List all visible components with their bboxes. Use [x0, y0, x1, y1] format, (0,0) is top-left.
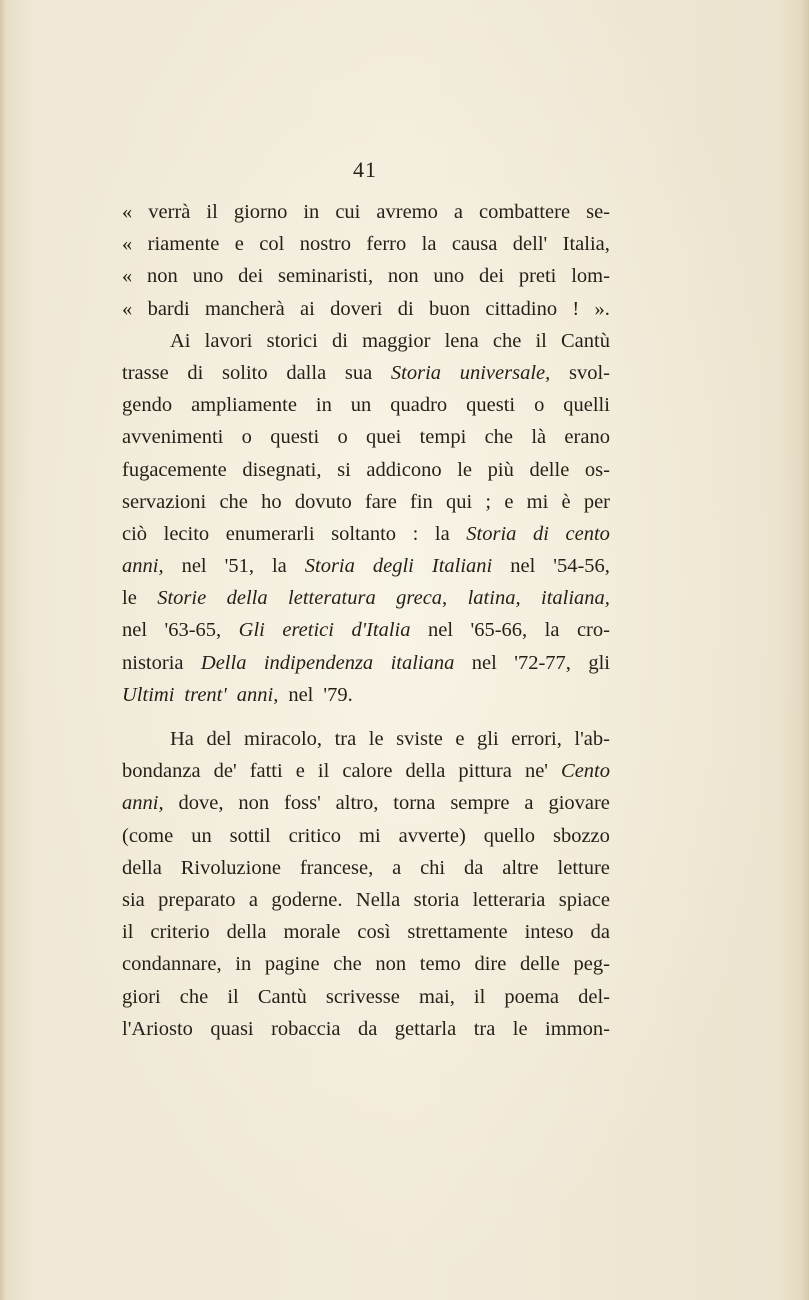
- word: os-: [584, 458, 610, 481]
- word: riamente: [147, 233, 220, 256]
- word: verrà: [148, 201, 191, 223]
- word: non: [387, 265, 419, 288]
- word: non: [375, 953, 407, 976]
- word: ne': [524, 760, 548, 783]
- word: doveri: [330, 297, 383, 320]
- word: trent': [184, 683, 227, 706]
- word: erano: [564, 426, 610, 449]
- text-line: [122, 260, 610, 292]
- word: sbozzo: [552, 824, 610, 847]
- text-line: [122, 755, 610, 787]
- text-line: [122, 357, 610, 389]
- word: italiana: [390, 651, 455, 674]
- word: le: [368, 728, 384, 750]
- word: quelli: [563, 394, 610, 417]
- word: :: [412, 522, 419, 545]
- word: quei: [366, 426, 402, 449]
- word: il: [317, 760, 330, 783]
- word: sottil: [229, 824, 271, 847]
- page-edge-right: [801, 0, 809, 1300]
- word: Gli: [238, 619, 265, 642]
- word: Storie: [157, 587, 207, 610]
- word: ai: [299, 297, 315, 320]
- word: nel: [288, 683, 314, 706]
- word: la: [271, 555, 287, 578]
- word: «: [122, 265, 133, 288]
- word: errori,: [511, 728, 562, 750]
- word: sia: [122, 888, 145, 911]
- word: pittura: [458, 760, 512, 783]
- word: e: [455, 728, 465, 750]
- word: più: [487, 458, 514, 481]
- word: della: [405, 760, 446, 783]
- word: enumerarli: [225, 522, 315, 545]
- word: in: [235, 953, 252, 976]
- word: non: [238, 792, 270, 815]
- word: non: [147, 265, 178, 288]
- word: di: [397, 297, 414, 320]
- word: causa: [451, 233, 498, 256]
- word: nel: [510, 555, 536, 578]
- word: Storia: [466, 522, 517, 545]
- text-line: [122, 852, 610, 884]
- word: Italiani: [431, 555, 493, 578]
- word: letture: [557, 856, 610, 879]
- word: «: [122, 297, 133, 320]
- text-line: [122, 550, 610, 582]
- word: preti: [518, 265, 557, 288]
- word: uno: [192, 265, 224, 288]
- word: un: [350, 394, 372, 417]
- word: ciò: [122, 522, 148, 545]
- word: disegnati,: [242, 458, 322, 481]
- word: Ultimi: [122, 683, 175, 706]
- word: quadro: [390, 394, 448, 417]
- word: '72-77,: [514, 651, 571, 674]
- word: storici: [266, 329, 318, 352]
- word: d'Italia: [351, 619, 411, 642]
- word: !: [572, 297, 580, 320]
- word: la: [544, 619, 560, 642]
- word: latina,: [467, 587, 521, 610]
- word: lavori: [204, 329, 253, 352]
- word: della: [226, 921, 267, 944]
- word: '51,: [224, 555, 254, 578]
- word: anni,: [122, 792, 164, 815]
- word: uno: [433, 265, 465, 288]
- word: Storia: [390, 361, 442, 384]
- word: addicono: [366, 458, 442, 481]
- word: poema: [504, 985, 560, 1008]
- word: fin: [410, 490, 433, 513]
- word: Nella: [355, 888, 401, 911]
- word: da: [464, 856, 484, 879]
- word: che: [492, 329, 522, 352]
- word: ».: [594, 297, 610, 320]
- word: goderne.: [271, 888, 343, 911]
- word: le: [512, 1017, 528, 1040]
- word: giorno: [233, 201, 288, 223]
- word: Della: [200, 651, 247, 674]
- word: anni,: [236, 683, 279, 706]
- word: bardi: [147, 297, 190, 320]
- text-line: [122, 787, 610, 819]
- word: dei: [478, 265, 505, 288]
- word: è: [561, 490, 571, 513]
- word: lecito: [163, 522, 210, 545]
- word: e: [295, 760, 305, 783]
- word: l'ab-: [574, 728, 610, 750]
- text-line: [122, 916, 610, 948]
- text-line: [122, 614, 610, 646]
- word: mi: [359, 824, 381, 847]
- text-line: [122, 647, 610, 679]
- word: Cento: [561, 760, 610, 783]
- word: delle: [520, 953, 560, 976]
- word: letteratura: [288, 587, 376, 610]
- word: gli: [477, 728, 499, 750]
- word: il: [206, 201, 218, 223]
- word: robaccia: [271, 1017, 341, 1040]
- body-text: [122, 196, 610, 1045]
- word: che: [333, 953, 362, 976]
- word: strettamente: [407, 921, 508, 944]
- word: l'Ariosto: [122, 1017, 193, 1040]
- word: del-: [578, 985, 610, 1008]
- word: calore: [342, 760, 393, 783]
- word: '79.: [323, 683, 353, 706]
- word: a: [524, 792, 534, 815]
- word: gli: [588, 651, 610, 674]
- word: mancherà: [205, 297, 285, 320]
- paragraph: [122, 325, 610, 711]
- paragraph: [122, 723, 610, 1045]
- word: tempi: [419, 426, 467, 449]
- word: buon: [429, 297, 471, 320]
- word: foss': [284, 792, 321, 815]
- word: eretici: [282, 619, 334, 642]
- word: mi: [526, 490, 549, 513]
- word: dire: [474, 953, 507, 976]
- word: per: [583, 490, 610, 513]
- word: cittadino: [485, 297, 558, 320]
- word: nel: [122, 619, 148, 642]
- text-line: [122, 723, 610, 755]
- word: o: [241, 426, 252, 449]
- word: quello: [483, 824, 535, 847]
- word: in: [303, 201, 320, 223]
- word: svol-: [568, 361, 610, 384]
- paragraph: [122, 196, 610, 325]
- word: se-: [586, 201, 610, 223]
- word: altro,: [335, 792, 379, 815]
- word: che: [179, 985, 209, 1008]
- word: letteraria: [472, 888, 546, 911]
- word: morale: [283, 921, 341, 944]
- word: ho: [261, 490, 282, 513]
- word: mai,: [418, 985, 455, 1008]
- word: '54-56,: [553, 555, 610, 578]
- text-line: [122, 679, 610, 711]
- word: dove,: [178, 792, 224, 815]
- word: maggior: [362, 329, 431, 352]
- word: storia: [413, 888, 460, 911]
- word: inteso: [524, 921, 574, 944]
- word: il: [227, 985, 239, 1008]
- text-line: [122, 325, 610, 357]
- word: cui: [335, 201, 361, 223]
- text-line: [122, 389, 610, 421]
- word: lena: [444, 329, 479, 352]
- word: del: [206, 728, 232, 750]
- word: si: [337, 458, 351, 481]
- word: le: [457, 458, 472, 481]
- word: scrivesse: [325, 985, 400, 1008]
- word: preparato: [158, 888, 236, 911]
- paragraph-gap: [122, 711, 610, 723]
- word: universale,: [459, 361, 551, 384]
- word: e: [234, 233, 244, 256]
- word: di: [532, 522, 549, 545]
- word: «: [122, 233, 133, 256]
- word: gendo: [122, 394, 173, 417]
- word: da: [590, 921, 610, 944]
- word: avremo: [376, 201, 438, 223]
- word: a: [248, 888, 259, 911]
- word: giovare: [548, 792, 610, 815]
- word: nostro: [299, 233, 351, 256]
- word: avvenimenti: [122, 426, 224, 449]
- word: trasse: [122, 361, 169, 384]
- word: ferro: [366, 233, 407, 256]
- word: francese,: [299, 856, 374, 879]
- word: di: [332, 329, 348, 352]
- text-line: [122, 454, 610, 486]
- word: la: [434, 522, 450, 545]
- word: solito: [222, 361, 268, 384]
- word: miracolo,: [244, 728, 323, 750]
- word: ;: [485, 490, 492, 513]
- word: spiace: [558, 888, 610, 911]
- word: nistoria: [122, 651, 184, 674]
- word: condannare,: [122, 953, 222, 976]
- word: qui: [446, 490, 473, 513]
- word: o: [337, 426, 348, 449]
- word: '65-66,: [470, 619, 528, 642]
- text-line: [122, 948, 610, 980]
- word: italiana,: [541, 587, 610, 610]
- word: di: [187, 361, 204, 384]
- word: dei: [238, 265, 264, 288]
- word: in: [315, 394, 332, 417]
- word: un: [191, 824, 212, 847]
- word: questi: [270, 426, 320, 449]
- word: le: [122, 587, 137, 610]
- word: torna: [393, 792, 436, 815]
- word: il: [122, 921, 134, 944]
- word: da: [357, 1017, 378, 1040]
- text-line: [122, 293, 610, 325]
- word: col: [259, 233, 285, 256]
- word: tra: [473, 1017, 496, 1040]
- word: '63-65,: [164, 619, 222, 642]
- word: greca,: [396, 587, 448, 610]
- page-edge-left: [0, 0, 6, 1300]
- word: (come: [122, 824, 174, 847]
- word: e: [504, 490, 514, 513]
- text-line: [122, 582, 610, 614]
- word: ampliamente: [191, 394, 297, 417]
- word: fare: [364, 490, 397, 513]
- word: nel: [471, 651, 497, 674]
- word: sempre: [450, 792, 510, 815]
- word: fugacemente: [122, 458, 227, 481]
- word: de': [213, 760, 237, 783]
- word: della: [122, 856, 162, 879]
- word: peg-: [573, 953, 610, 976]
- word: avverte): [398, 824, 466, 847]
- text-line: [122, 1013, 610, 1045]
- word: immon-: [545, 1017, 610, 1040]
- word: soltanto: [331, 522, 397, 545]
- word: cro-: [576, 619, 610, 642]
- word: chi: [420, 856, 446, 879]
- text-line: [122, 981, 610, 1013]
- word: degli: [372, 555, 414, 578]
- word: delle: [529, 458, 570, 481]
- word: Cantù: [561, 329, 610, 352]
- text-line: [122, 820, 610, 852]
- word: della: [226, 587, 268, 610]
- word: critico: [288, 824, 342, 847]
- word: Ha: [170, 728, 194, 750]
- word: Rivoluzione: [180, 856, 281, 879]
- word: nel: [428, 619, 454, 642]
- word: quasi: [210, 1017, 254, 1040]
- word: giori: [122, 985, 161, 1008]
- word: Storia: [304, 555, 355, 578]
- word: così: [357, 921, 391, 944]
- word: indipendenza: [263, 651, 374, 674]
- word: temo: [419, 953, 461, 976]
- word: Cantù: [257, 985, 307, 1008]
- word: nel: [181, 555, 207, 578]
- word: dell': [512, 233, 548, 256]
- word: a: [392, 856, 402, 879]
- word: questi: [466, 394, 516, 417]
- text-line: [122, 486, 610, 518]
- word: seminaristi,: [277, 265, 374, 288]
- word: altre: [502, 856, 539, 879]
- word: il: [535, 329, 547, 352]
- word: sua: [344, 361, 373, 384]
- word: tra: [334, 728, 357, 750]
- word: combattere: [479, 201, 571, 223]
- word: o: [534, 394, 545, 417]
- word: «: [122, 201, 133, 223]
- word: sviste: [396, 728, 443, 750]
- word: la: [421, 233, 437, 256]
- word: criterio: [150, 921, 210, 944]
- word: Ai: [170, 329, 191, 352]
- word: pagine: [264, 953, 320, 976]
- word: lom-: [571, 265, 610, 288]
- word: che: [219, 490, 248, 513]
- word: là: [531, 426, 547, 449]
- word: cento: [565, 522, 610, 545]
- word: anni,: [122, 555, 164, 578]
- text-line: [122, 884, 610, 916]
- word: a: [453, 201, 463, 223]
- word: Italia,: [562, 233, 610, 256]
- word: bondanza: [122, 760, 201, 783]
- text-line: [122, 518, 610, 550]
- word: che: [484, 426, 514, 449]
- word: dalla: [286, 361, 327, 384]
- text-line: [122, 196, 610, 228]
- text-line: [122, 421, 610, 453]
- word: servazioni: [122, 490, 207, 513]
- word: il: [473, 985, 486, 1008]
- text-line: [122, 228, 610, 260]
- word: dovuto: [294, 490, 352, 513]
- word: fatti: [249, 760, 283, 783]
- page-number: 41: [353, 157, 377, 182]
- word: gettarla: [394, 1017, 457, 1040]
